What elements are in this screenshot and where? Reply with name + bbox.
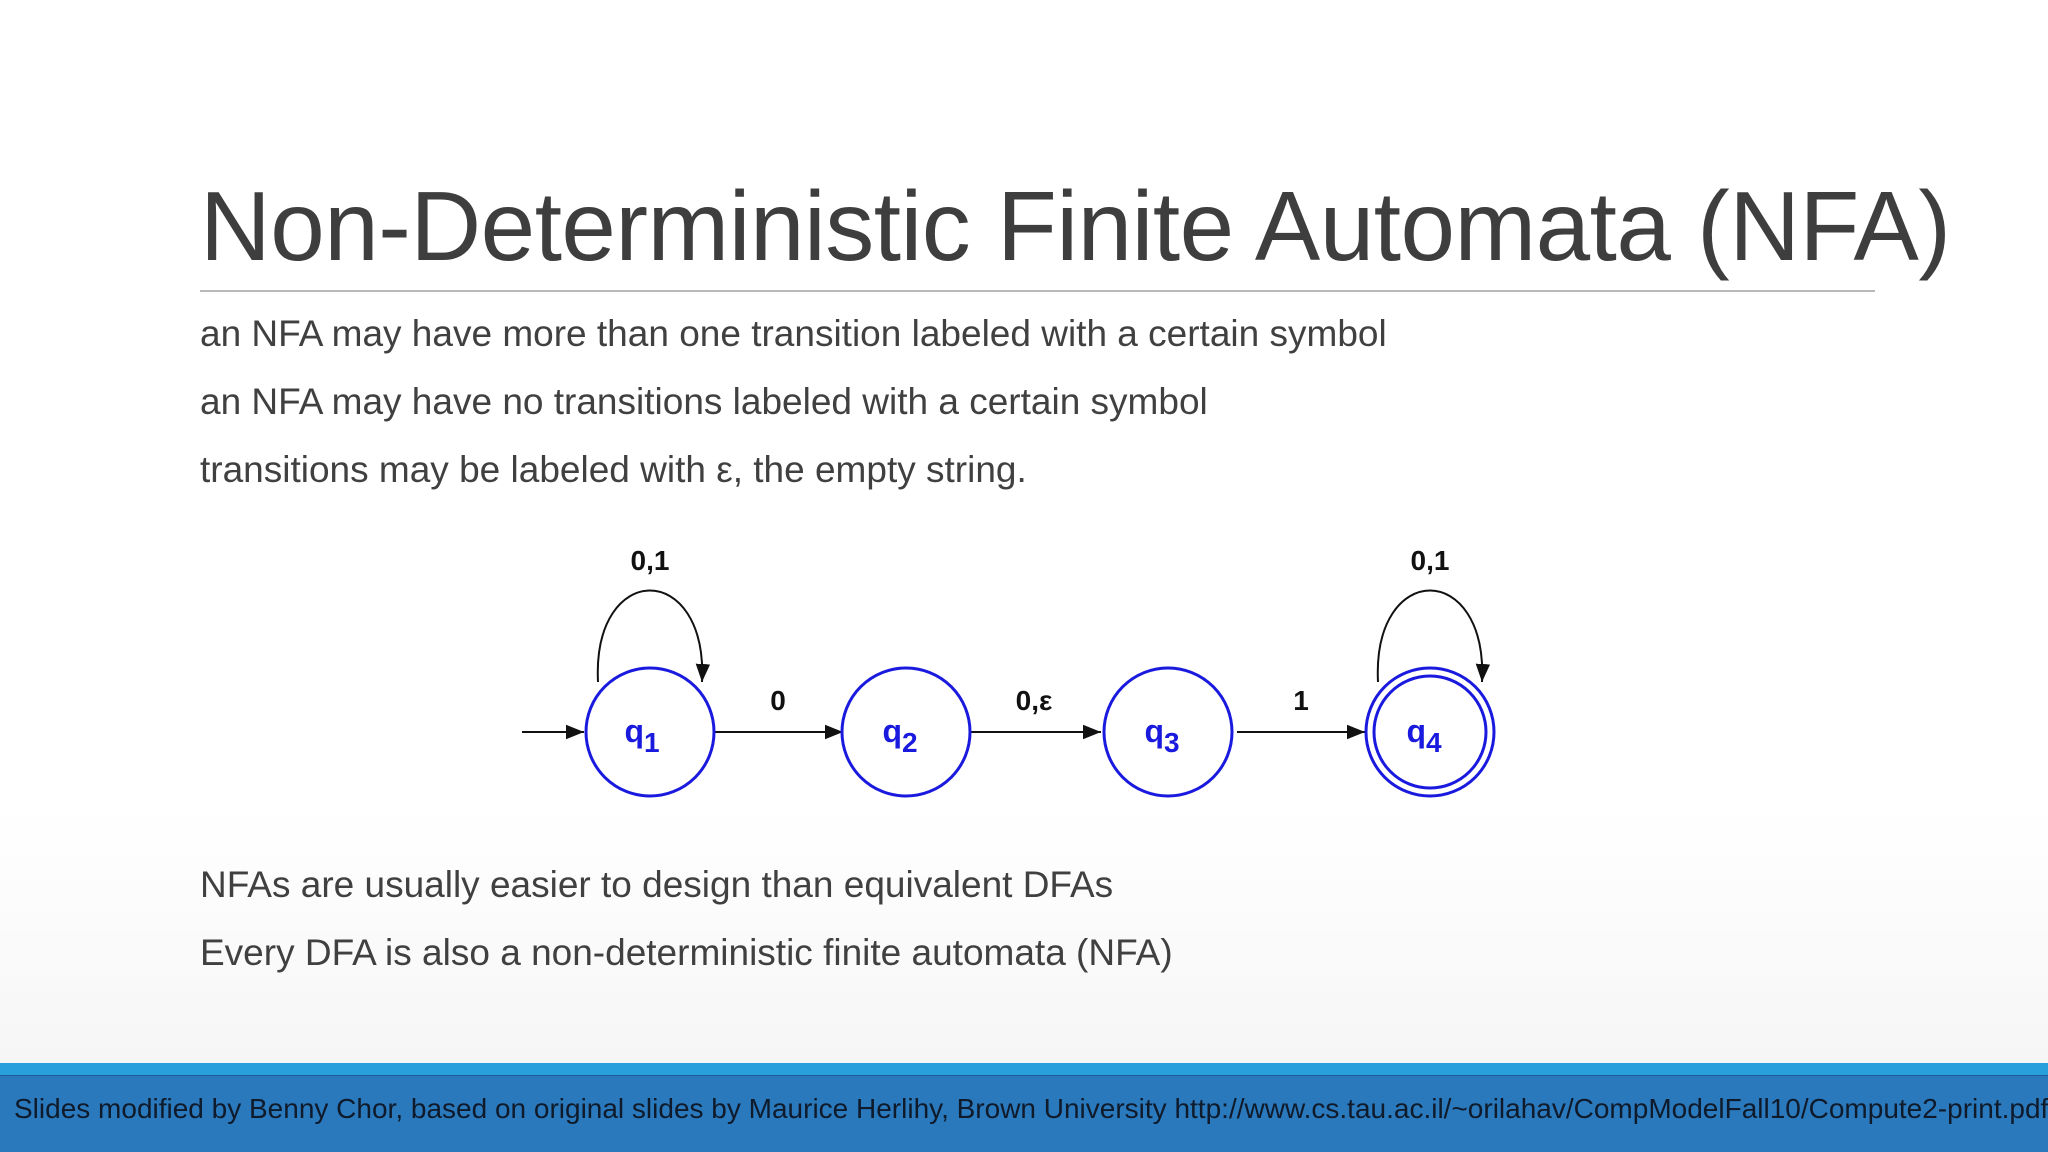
state-q3 <box>1104 668 1232 796</box>
label-q1-q2: 0 <box>770 685 786 716</box>
state-q2 <box>842 668 970 796</box>
state-q4-accepting <box>1366 668 1494 796</box>
label-q4-loop: 0,1 <box>1410 545 1450 576</box>
state-q2-base: q <box>882 713 902 749</box>
state-q3-base: q <box>1144 713 1164 749</box>
slide-title: Non-Deterministic Finite Automata (NFA) <box>200 171 1951 281</box>
bullet-2: an NFA may have no transitions labeled with a certain symbol <box>200 381 1208 422</box>
bullet-3: transitions may be labeled with ε, the empty string. <box>200 449 1027 490</box>
state-q1-base: q <box>624 713 644 749</box>
state-q4-base: q <box>1406 713 1426 749</box>
bullet-5: Every DFA is also a non-deterministic finite automata (NFA) <box>200 932 1173 973</box>
label-q2-q3: 0,ε <box>1015 685 1053 716</box>
state-q3-sub: 3 <box>1163 727 1180 758</box>
footer-bar <box>0 1075 2048 1152</box>
footer-accent-strip <box>0 1063 2048 1075</box>
state-q2-sub: 2 <box>901 727 918 758</box>
bullet-4: NFAs are usually easier to design than equivalent DFAs <box>200 864 1114 905</box>
footer-credit: Slides modified by Benny Chor, based on original slides by Maurice Herlihy, Brown University http://www.cs.tau.ac.il/~orilahav/CompModelFall10/Compute2-print.pdf <box>14 1093 2048 1124</box>
bullet-1: an NFA may have more than one transition labeled with a certain symbol <box>200 313 1387 354</box>
state-q1 <box>586 668 714 796</box>
label-q1-loop: 0,1 <box>630 545 670 576</box>
state-q1-sub: 1 <box>643 727 660 758</box>
label-q3-q4: 1 <box>1293 685 1309 716</box>
state-q4-sub: 4 <box>1425 727 1442 758</box>
